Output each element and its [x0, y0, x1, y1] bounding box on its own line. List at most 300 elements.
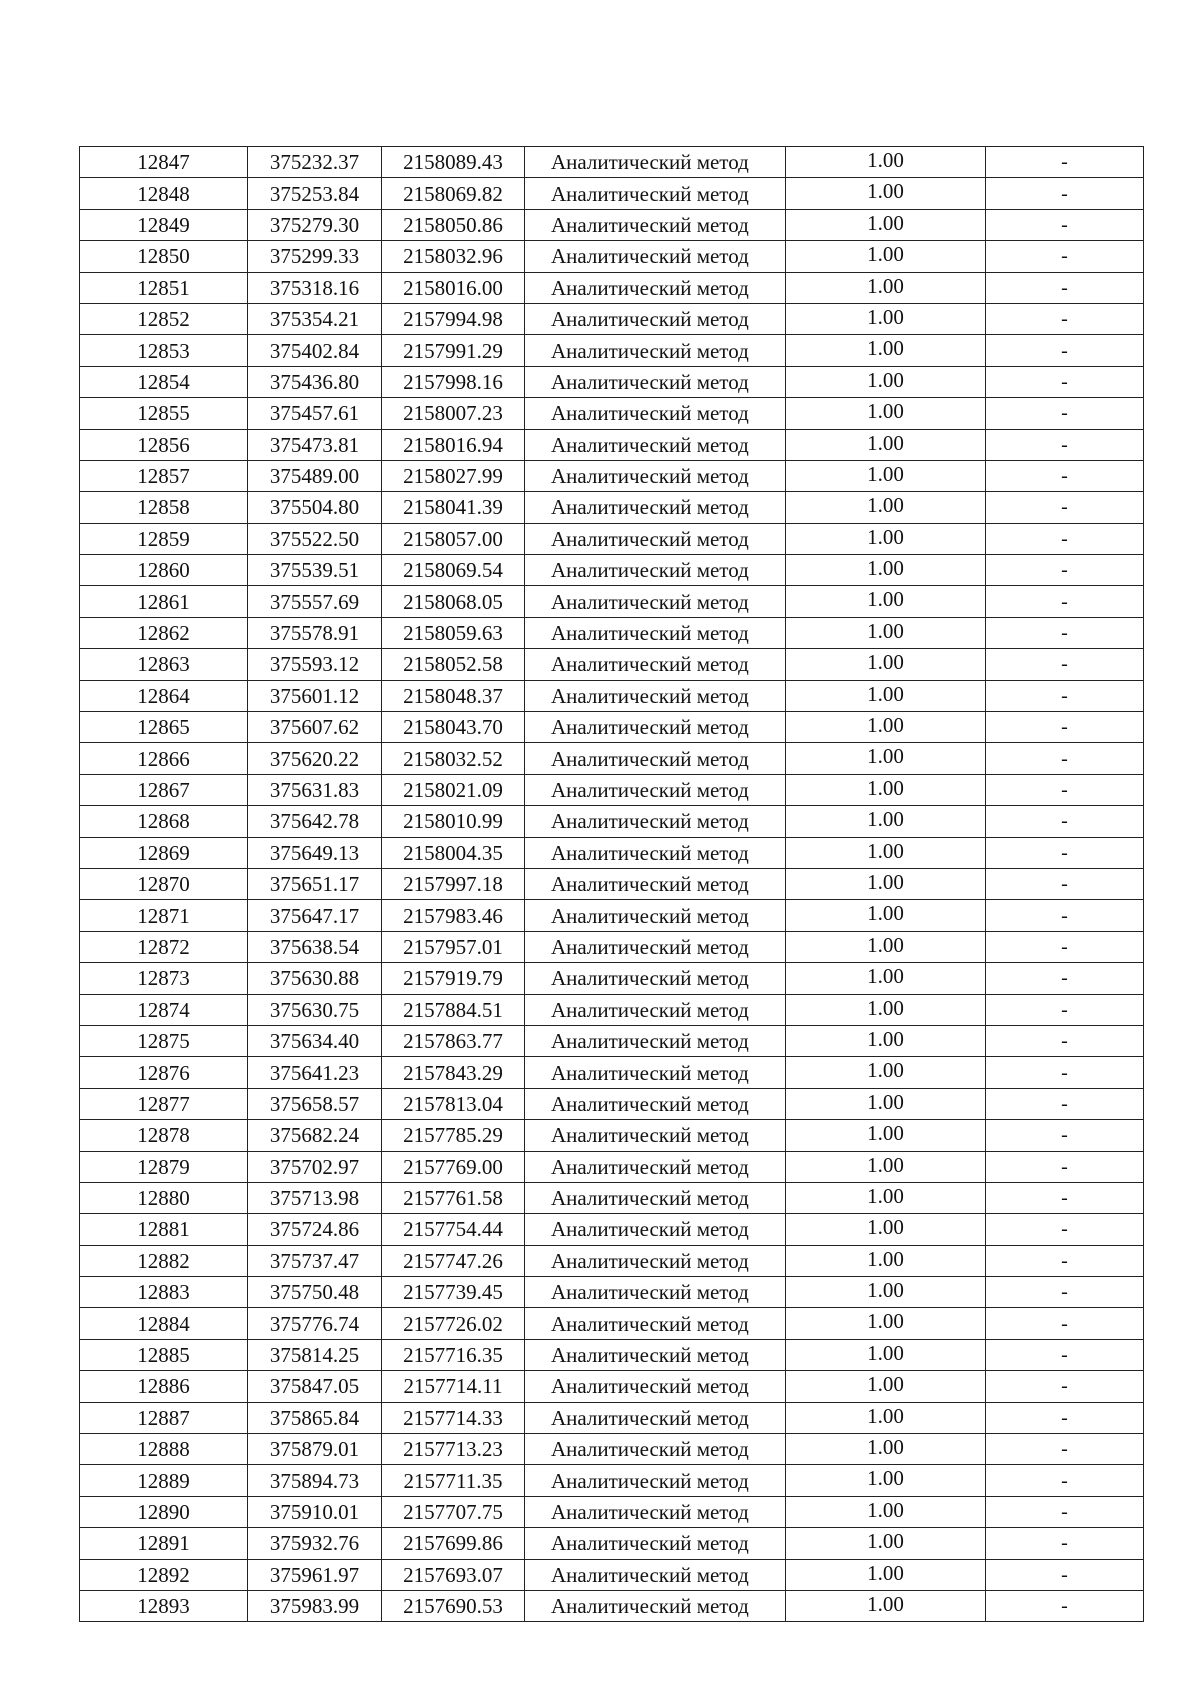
- table-row: [80, 1182, 1144, 1213]
- x-coordinate-cell: 375601.12: [248, 680, 382, 711]
- error-cell: 1.00: [786, 743, 986, 774]
- table-row: [80, 1214, 1144, 1245]
- point-number-cell: 12851: [80, 272, 248, 303]
- table-row: [80, 335, 1144, 366]
- note-cell: -: [986, 1277, 1144, 1308]
- error-cell: 1.00: [786, 1371, 986, 1402]
- point-number-cell: 12884: [80, 1308, 248, 1339]
- x-coordinate-cell: 375539.51: [248, 555, 382, 586]
- note-cell: -: [986, 1371, 1144, 1402]
- point-number-cell: 12860: [80, 555, 248, 586]
- point-number-cell: 12863: [80, 649, 248, 680]
- table-row: [80, 460, 1144, 491]
- point-number-cell: 12889: [80, 1465, 248, 1496]
- table-row: [80, 806, 1144, 837]
- point-number-cell: 12888: [80, 1434, 248, 1465]
- method-cell: Аналитический метод: [525, 1277, 786, 1308]
- note-cell: -: [986, 335, 1144, 366]
- method-cell: Аналитический метод: [525, 1590, 786, 1621]
- method-cell: Аналитический метод: [525, 1434, 786, 1465]
- point-number-cell: 12867: [80, 774, 248, 805]
- y-coordinate-cell: 2157983.46: [382, 900, 525, 931]
- x-coordinate-cell: 375702.97: [248, 1151, 382, 1182]
- point-number-cell: 12869: [80, 837, 248, 868]
- x-coordinate-cell: 375473.81: [248, 429, 382, 460]
- error-cell: 1.00: [786, 837, 986, 868]
- error-cell: 1.00: [786, 963, 986, 994]
- y-coordinate-cell: 2157884.51: [382, 994, 525, 1025]
- note-cell: -: [986, 1339, 1144, 1370]
- table-row: [80, 680, 1144, 711]
- point-number-cell: 12886: [80, 1371, 248, 1402]
- y-coordinate-cell: 2157769.00: [382, 1151, 525, 1182]
- note-cell: -: [986, 1057, 1144, 1088]
- point-number-cell: 12862: [80, 617, 248, 648]
- method-cell: Аналитический метод: [525, 398, 786, 429]
- note-cell: -: [986, 586, 1144, 617]
- table-row: [80, 1528, 1144, 1559]
- x-coordinate-cell: 375522.50: [248, 523, 382, 554]
- error-cell: 1.00: [786, 1245, 986, 1276]
- x-coordinate-cell: 375879.01: [248, 1434, 382, 1465]
- point-number-cell: 12865: [80, 712, 248, 743]
- table-row: [80, 303, 1144, 334]
- error-cell: 1.00: [786, 1182, 986, 1213]
- y-coordinate-cell: 2158069.54: [382, 555, 525, 586]
- x-coordinate-cell: 375593.12: [248, 649, 382, 680]
- error-cell: 1.00: [786, 398, 986, 429]
- point-number-cell: 12881: [80, 1214, 248, 1245]
- error-cell: 1.00: [786, 429, 986, 460]
- y-coordinate-cell: 2157761.58: [382, 1182, 525, 1213]
- table-row: [80, 272, 1144, 303]
- y-coordinate-cell: 2157726.02: [382, 1308, 525, 1339]
- point-number-cell: 12880: [80, 1182, 248, 1213]
- point-number-cell: 12873: [80, 963, 248, 994]
- y-coordinate-cell: 2157843.29: [382, 1057, 525, 1088]
- point-number-cell: 12871: [80, 900, 248, 931]
- x-coordinate-cell: 375630.75: [248, 994, 382, 1025]
- method-cell: Аналитический метод: [525, 1088, 786, 1119]
- method-cell: Аналитический метод: [525, 523, 786, 554]
- table-row: [80, 963, 1144, 994]
- x-coordinate-cell: 375354.21: [248, 303, 382, 334]
- method-cell: Аналитический метод: [525, 586, 786, 617]
- method-cell: Аналитический метод: [525, 868, 786, 899]
- table-row: [80, 1465, 1144, 1496]
- point-number-cell: 12866: [80, 743, 248, 774]
- point-number-cell: 12849: [80, 209, 248, 240]
- method-cell: Аналитический метод: [525, 1025, 786, 1056]
- y-coordinate-cell: 2158069.82: [382, 178, 525, 209]
- error-cell: 1.00: [786, 900, 986, 931]
- note-cell: -: [986, 1402, 1144, 1433]
- error-cell: 1.00: [786, 1308, 986, 1339]
- x-coordinate-cell: 375724.86: [248, 1214, 382, 1245]
- method-cell: Аналитический метод: [525, 1559, 786, 1590]
- method-cell: Аналитический метод: [525, 147, 786, 178]
- method-cell: Аналитический метод: [525, 1182, 786, 1213]
- x-coordinate-cell: 375299.33: [248, 241, 382, 272]
- point-number-cell: 12852: [80, 303, 248, 334]
- error-cell: 1.00: [786, 1339, 986, 1370]
- y-coordinate-cell: 2157919.79: [382, 963, 525, 994]
- method-cell: Аналитический метод: [525, 743, 786, 774]
- point-number-cell: 12892: [80, 1559, 248, 1590]
- note-cell: -: [986, 743, 1144, 774]
- table-row: [80, 1025, 1144, 1056]
- error-cell: 1.00: [786, 555, 986, 586]
- method-cell: Аналитический метод: [525, 649, 786, 680]
- x-coordinate-cell: 375865.84: [248, 1402, 382, 1433]
- note-cell: -: [986, 617, 1144, 648]
- method-cell: Аналитический метод: [525, 837, 786, 868]
- point-number-cell: 12879: [80, 1151, 248, 1182]
- point-number-cell: 12882: [80, 1245, 248, 1276]
- method-cell: Аналитический метод: [525, 1120, 786, 1151]
- y-coordinate-cell: 2158004.35: [382, 837, 525, 868]
- x-coordinate-cell: 375651.17: [248, 868, 382, 899]
- table-row: [80, 1402, 1144, 1433]
- error-cell: 1.00: [786, 1120, 986, 1151]
- note-cell: -: [986, 931, 1144, 962]
- table-row: [80, 649, 1144, 680]
- error-cell: 1.00: [786, 1025, 986, 1056]
- table-row: [80, 743, 1144, 774]
- table-row: [80, 429, 1144, 460]
- note-cell: -: [986, 1496, 1144, 1527]
- error-cell: 1.00: [786, 680, 986, 711]
- note-cell: -: [986, 523, 1144, 554]
- note-cell: -: [986, 649, 1144, 680]
- point-number-cell: 12870: [80, 868, 248, 899]
- y-coordinate-cell: 2157707.75: [382, 1496, 525, 1527]
- error-cell: 1.00: [786, 586, 986, 617]
- method-cell: Аналитический метод: [525, 303, 786, 334]
- method-cell: Аналитический метод: [525, 1402, 786, 1433]
- point-number-cell: 12857: [80, 460, 248, 491]
- point-number-cell: 12853: [80, 335, 248, 366]
- y-coordinate-cell: 2157991.29: [382, 335, 525, 366]
- x-coordinate-cell: 375557.69: [248, 586, 382, 617]
- point-number-cell: 12887: [80, 1402, 248, 1433]
- method-cell: Аналитический метод: [525, 555, 786, 586]
- x-coordinate-cell: 375713.98: [248, 1182, 382, 1213]
- point-number-cell: 12856: [80, 429, 248, 460]
- method-cell: Аналитический метод: [525, 1245, 786, 1276]
- error-cell: 1.00: [786, 712, 986, 743]
- x-coordinate-cell: 375658.57: [248, 1088, 382, 1119]
- table-row: [80, 1496, 1144, 1527]
- table-row: [80, 1590, 1144, 1621]
- error-cell: 1.00: [786, 241, 986, 272]
- note-cell: -: [986, 147, 1144, 178]
- method-cell: Аналитический метод: [525, 1496, 786, 1527]
- x-coordinate-cell: 375578.91: [248, 617, 382, 648]
- table-row: [80, 178, 1144, 209]
- note-cell: -: [986, 837, 1144, 868]
- y-coordinate-cell: 2158032.96: [382, 241, 525, 272]
- note-cell: -: [986, 429, 1144, 460]
- table-row: [80, 492, 1144, 523]
- coordinates-table-body: [80, 147, 1144, 1622]
- error-cell: 1.00: [786, 1528, 986, 1559]
- method-cell: Аналитический метод: [525, 460, 786, 491]
- x-coordinate-cell: 375682.24: [248, 1120, 382, 1151]
- point-number-cell: 12893: [80, 1590, 248, 1621]
- error-cell: 1.00: [786, 209, 986, 240]
- table-row: [80, 241, 1144, 272]
- y-coordinate-cell: 2158021.09: [382, 774, 525, 805]
- method-cell: Аналитический метод: [525, 1371, 786, 1402]
- point-number-cell: 12891: [80, 1528, 248, 1559]
- method-cell: Аналитический метод: [525, 712, 786, 743]
- method-cell: Аналитический метод: [525, 209, 786, 240]
- error-cell: 1.00: [786, 1402, 986, 1433]
- point-number-cell: 12861: [80, 586, 248, 617]
- table-row: [80, 837, 1144, 868]
- note-cell: -: [986, 900, 1144, 931]
- method-cell: Аналитический метод: [525, 335, 786, 366]
- x-coordinate-cell: 375776.74: [248, 1308, 382, 1339]
- table-row: [80, 931, 1144, 962]
- y-coordinate-cell: 2157690.53: [382, 1590, 525, 1621]
- method-cell: Аналитический метод: [525, 492, 786, 523]
- x-coordinate-cell: 375961.97: [248, 1559, 382, 1590]
- x-coordinate-cell: 375894.73: [248, 1465, 382, 1496]
- x-coordinate-cell: 375402.84: [248, 335, 382, 366]
- point-number-cell: 12864: [80, 680, 248, 711]
- table-row: [80, 147, 1144, 178]
- error-cell: 1.00: [786, 147, 986, 178]
- note-cell: -: [986, 303, 1144, 334]
- method-cell: Аналитический метод: [525, 617, 786, 648]
- error-cell: 1.00: [786, 460, 986, 491]
- error-cell: 1.00: [786, 931, 986, 962]
- point-number-cell: 12872: [80, 931, 248, 962]
- y-coordinate-cell: 2158089.43: [382, 147, 525, 178]
- y-coordinate-cell: 2157998.16: [382, 366, 525, 397]
- error-cell: 1.00: [786, 1057, 986, 1088]
- y-coordinate-cell: 2157716.35: [382, 1339, 525, 1370]
- y-coordinate-cell: 2157693.07: [382, 1559, 525, 1590]
- table-row: [80, 523, 1144, 554]
- note-cell: -: [986, 178, 1144, 209]
- table-row: [80, 900, 1144, 931]
- note-cell: -: [986, 1434, 1144, 1465]
- y-coordinate-cell: 2157785.29: [382, 1120, 525, 1151]
- note-cell: -: [986, 1182, 1144, 1213]
- table-row: [80, 209, 1144, 240]
- point-number-cell: 12875: [80, 1025, 248, 1056]
- note-cell: -: [986, 1590, 1144, 1621]
- note-cell: -: [986, 774, 1144, 805]
- error-cell: 1.00: [786, 868, 986, 899]
- y-coordinate-cell: 2157747.26: [382, 1245, 525, 1276]
- method-cell: Аналитический метод: [525, 1057, 786, 1088]
- table-row: [80, 1434, 1144, 1465]
- error-cell: 1.00: [786, 1559, 986, 1590]
- method-cell: Аналитический метод: [525, 994, 786, 1025]
- note-cell: -: [986, 555, 1144, 586]
- point-number-cell: 12883: [80, 1277, 248, 1308]
- error-cell: 1.00: [786, 1434, 986, 1465]
- y-coordinate-cell: 2157699.86: [382, 1528, 525, 1559]
- note-cell: -: [986, 1025, 1144, 1056]
- note-cell: -: [986, 963, 1144, 994]
- error-cell: 1.00: [786, 303, 986, 334]
- x-coordinate-cell: 375932.76: [248, 1528, 382, 1559]
- x-coordinate-cell: 375318.16: [248, 272, 382, 303]
- x-coordinate-cell: 375910.01: [248, 1496, 382, 1527]
- method-cell: Аналитический метод: [525, 680, 786, 711]
- note-cell: -: [986, 241, 1144, 272]
- y-coordinate-cell: 2157714.33: [382, 1402, 525, 1433]
- note-cell: -: [986, 1088, 1144, 1119]
- method-cell: Аналитический метод: [525, 1339, 786, 1370]
- coordinates-table: [79, 146, 1144, 1622]
- y-coordinate-cell: 2158057.00: [382, 523, 525, 554]
- method-cell: Аналитический метод: [525, 963, 786, 994]
- table-row: [80, 1308, 1144, 1339]
- error-cell: 1.00: [786, 806, 986, 837]
- table-row: [80, 398, 1144, 429]
- note-cell: -: [986, 398, 1144, 429]
- x-coordinate-cell: 375630.88: [248, 963, 382, 994]
- note-cell: -: [986, 366, 1144, 397]
- point-number-cell: 12848: [80, 178, 248, 209]
- y-coordinate-cell: 2158050.86: [382, 209, 525, 240]
- note-cell: -: [986, 868, 1144, 899]
- error-cell: 1.00: [786, 1277, 986, 1308]
- y-coordinate-cell: 2158068.05: [382, 586, 525, 617]
- error-cell: 1.00: [786, 523, 986, 554]
- table-row: [80, 1277, 1144, 1308]
- table-row: [80, 366, 1144, 397]
- method-cell: Аналитический метод: [525, 429, 786, 460]
- x-coordinate-cell: 375638.54: [248, 931, 382, 962]
- x-coordinate-cell: 375504.80: [248, 492, 382, 523]
- error-cell: 1.00: [786, 1088, 986, 1119]
- table-row: [80, 1245, 1144, 1276]
- error-cell: 1.00: [786, 1465, 986, 1496]
- y-coordinate-cell: 2157714.11: [382, 1371, 525, 1402]
- point-number-cell: 12855: [80, 398, 248, 429]
- point-number-cell: 12854: [80, 366, 248, 397]
- y-coordinate-cell: 2157813.04: [382, 1088, 525, 1119]
- method-cell: Аналитический метод: [525, 1214, 786, 1245]
- point-number-cell: 12877: [80, 1088, 248, 1119]
- x-coordinate-cell: 375631.83: [248, 774, 382, 805]
- note-cell: -: [986, 1308, 1144, 1339]
- x-coordinate-cell: 375607.62: [248, 712, 382, 743]
- note-cell: -: [986, 1528, 1144, 1559]
- y-coordinate-cell: 2158016.00: [382, 272, 525, 303]
- method-cell: Аналитический метод: [525, 806, 786, 837]
- note-cell: -: [986, 1245, 1144, 1276]
- method-cell: Аналитический метод: [525, 900, 786, 931]
- x-coordinate-cell: 375641.23: [248, 1057, 382, 1088]
- y-coordinate-cell: 2157739.45: [382, 1277, 525, 1308]
- x-coordinate-cell: 375457.61: [248, 398, 382, 429]
- table-row: [80, 1120, 1144, 1151]
- error-cell: 1.00: [786, 366, 986, 397]
- x-coordinate-cell: 375847.05: [248, 1371, 382, 1402]
- x-coordinate-cell: 375750.48: [248, 1277, 382, 1308]
- method-cell: Аналитический метод: [525, 241, 786, 272]
- y-coordinate-cell: 2157754.44: [382, 1214, 525, 1245]
- table-row: [80, 617, 1144, 648]
- y-coordinate-cell: 2157957.01: [382, 931, 525, 962]
- y-coordinate-cell: 2158027.99: [382, 460, 525, 491]
- point-number-cell: 12890: [80, 1496, 248, 1527]
- note-cell: -: [986, 1559, 1144, 1590]
- table-row: [80, 1371, 1144, 1402]
- y-coordinate-cell: 2158010.99: [382, 806, 525, 837]
- note-cell: -: [986, 1465, 1144, 1496]
- error-cell: 1.00: [786, 1151, 986, 1182]
- y-coordinate-cell: 2158016.94: [382, 429, 525, 460]
- method-cell: Аналитический метод: [525, 1528, 786, 1559]
- table-row: [80, 774, 1144, 805]
- error-cell: 1.00: [786, 1496, 986, 1527]
- method-cell: Аналитический метод: [525, 1465, 786, 1496]
- error-cell: 1.00: [786, 994, 986, 1025]
- error-cell: 1.00: [786, 492, 986, 523]
- y-coordinate-cell: 2157713.23: [382, 1434, 525, 1465]
- note-cell: -: [986, 1151, 1144, 1182]
- y-coordinate-cell: 2158032.52: [382, 743, 525, 774]
- x-coordinate-cell: 375983.99: [248, 1590, 382, 1621]
- x-coordinate-cell: 375634.40: [248, 1025, 382, 1056]
- error-cell: 1.00: [786, 649, 986, 680]
- note-cell: -: [986, 209, 1144, 240]
- point-number-cell: 12878: [80, 1120, 248, 1151]
- x-coordinate-cell: 375642.78: [248, 806, 382, 837]
- method-cell: Аналитический метод: [525, 272, 786, 303]
- y-coordinate-cell: 2158043.70: [382, 712, 525, 743]
- y-coordinate-cell: 2157997.18: [382, 868, 525, 899]
- point-number-cell: 12847: [80, 147, 248, 178]
- note-cell: -: [986, 680, 1144, 711]
- x-coordinate-cell: 375649.13: [248, 837, 382, 868]
- error-cell: 1.00: [786, 335, 986, 366]
- method-cell: Аналитический метод: [525, 774, 786, 805]
- x-coordinate-cell: 375647.17: [248, 900, 382, 931]
- error-cell: 1.00: [786, 1214, 986, 1245]
- point-number-cell: 12850: [80, 241, 248, 272]
- y-coordinate-cell: 2158059.63: [382, 617, 525, 648]
- note-cell: -: [986, 712, 1144, 743]
- note-cell: -: [986, 460, 1144, 491]
- y-coordinate-cell: 2158048.37: [382, 680, 525, 711]
- note-cell: -: [986, 1120, 1144, 1151]
- table-row: [80, 712, 1144, 743]
- error-cell: 1.00: [786, 617, 986, 648]
- point-number-cell: 12876: [80, 1057, 248, 1088]
- table-row: [80, 586, 1144, 617]
- table-row: [80, 555, 1144, 586]
- error-cell: 1.00: [786, 272, 986, 303]
- y-coordinate-cell: 2158052.58: [382, 649, 525, 680]
- point-number-cell: 12868: [80, 806, 248, 837]
- note-cell: -: [986, 272, 1144, 303]
- table-row: [80, 994, 1144, 1025]
- point-number-cell: 12858: [80, 492, 248, 523]
- note-cell: -: [986, 492, 1144, 523]
- note-cell: -: [986, 1214, 1144, 1245]
- x-coordinate-cell: 375232.37: [248, 147, 382, 178]
